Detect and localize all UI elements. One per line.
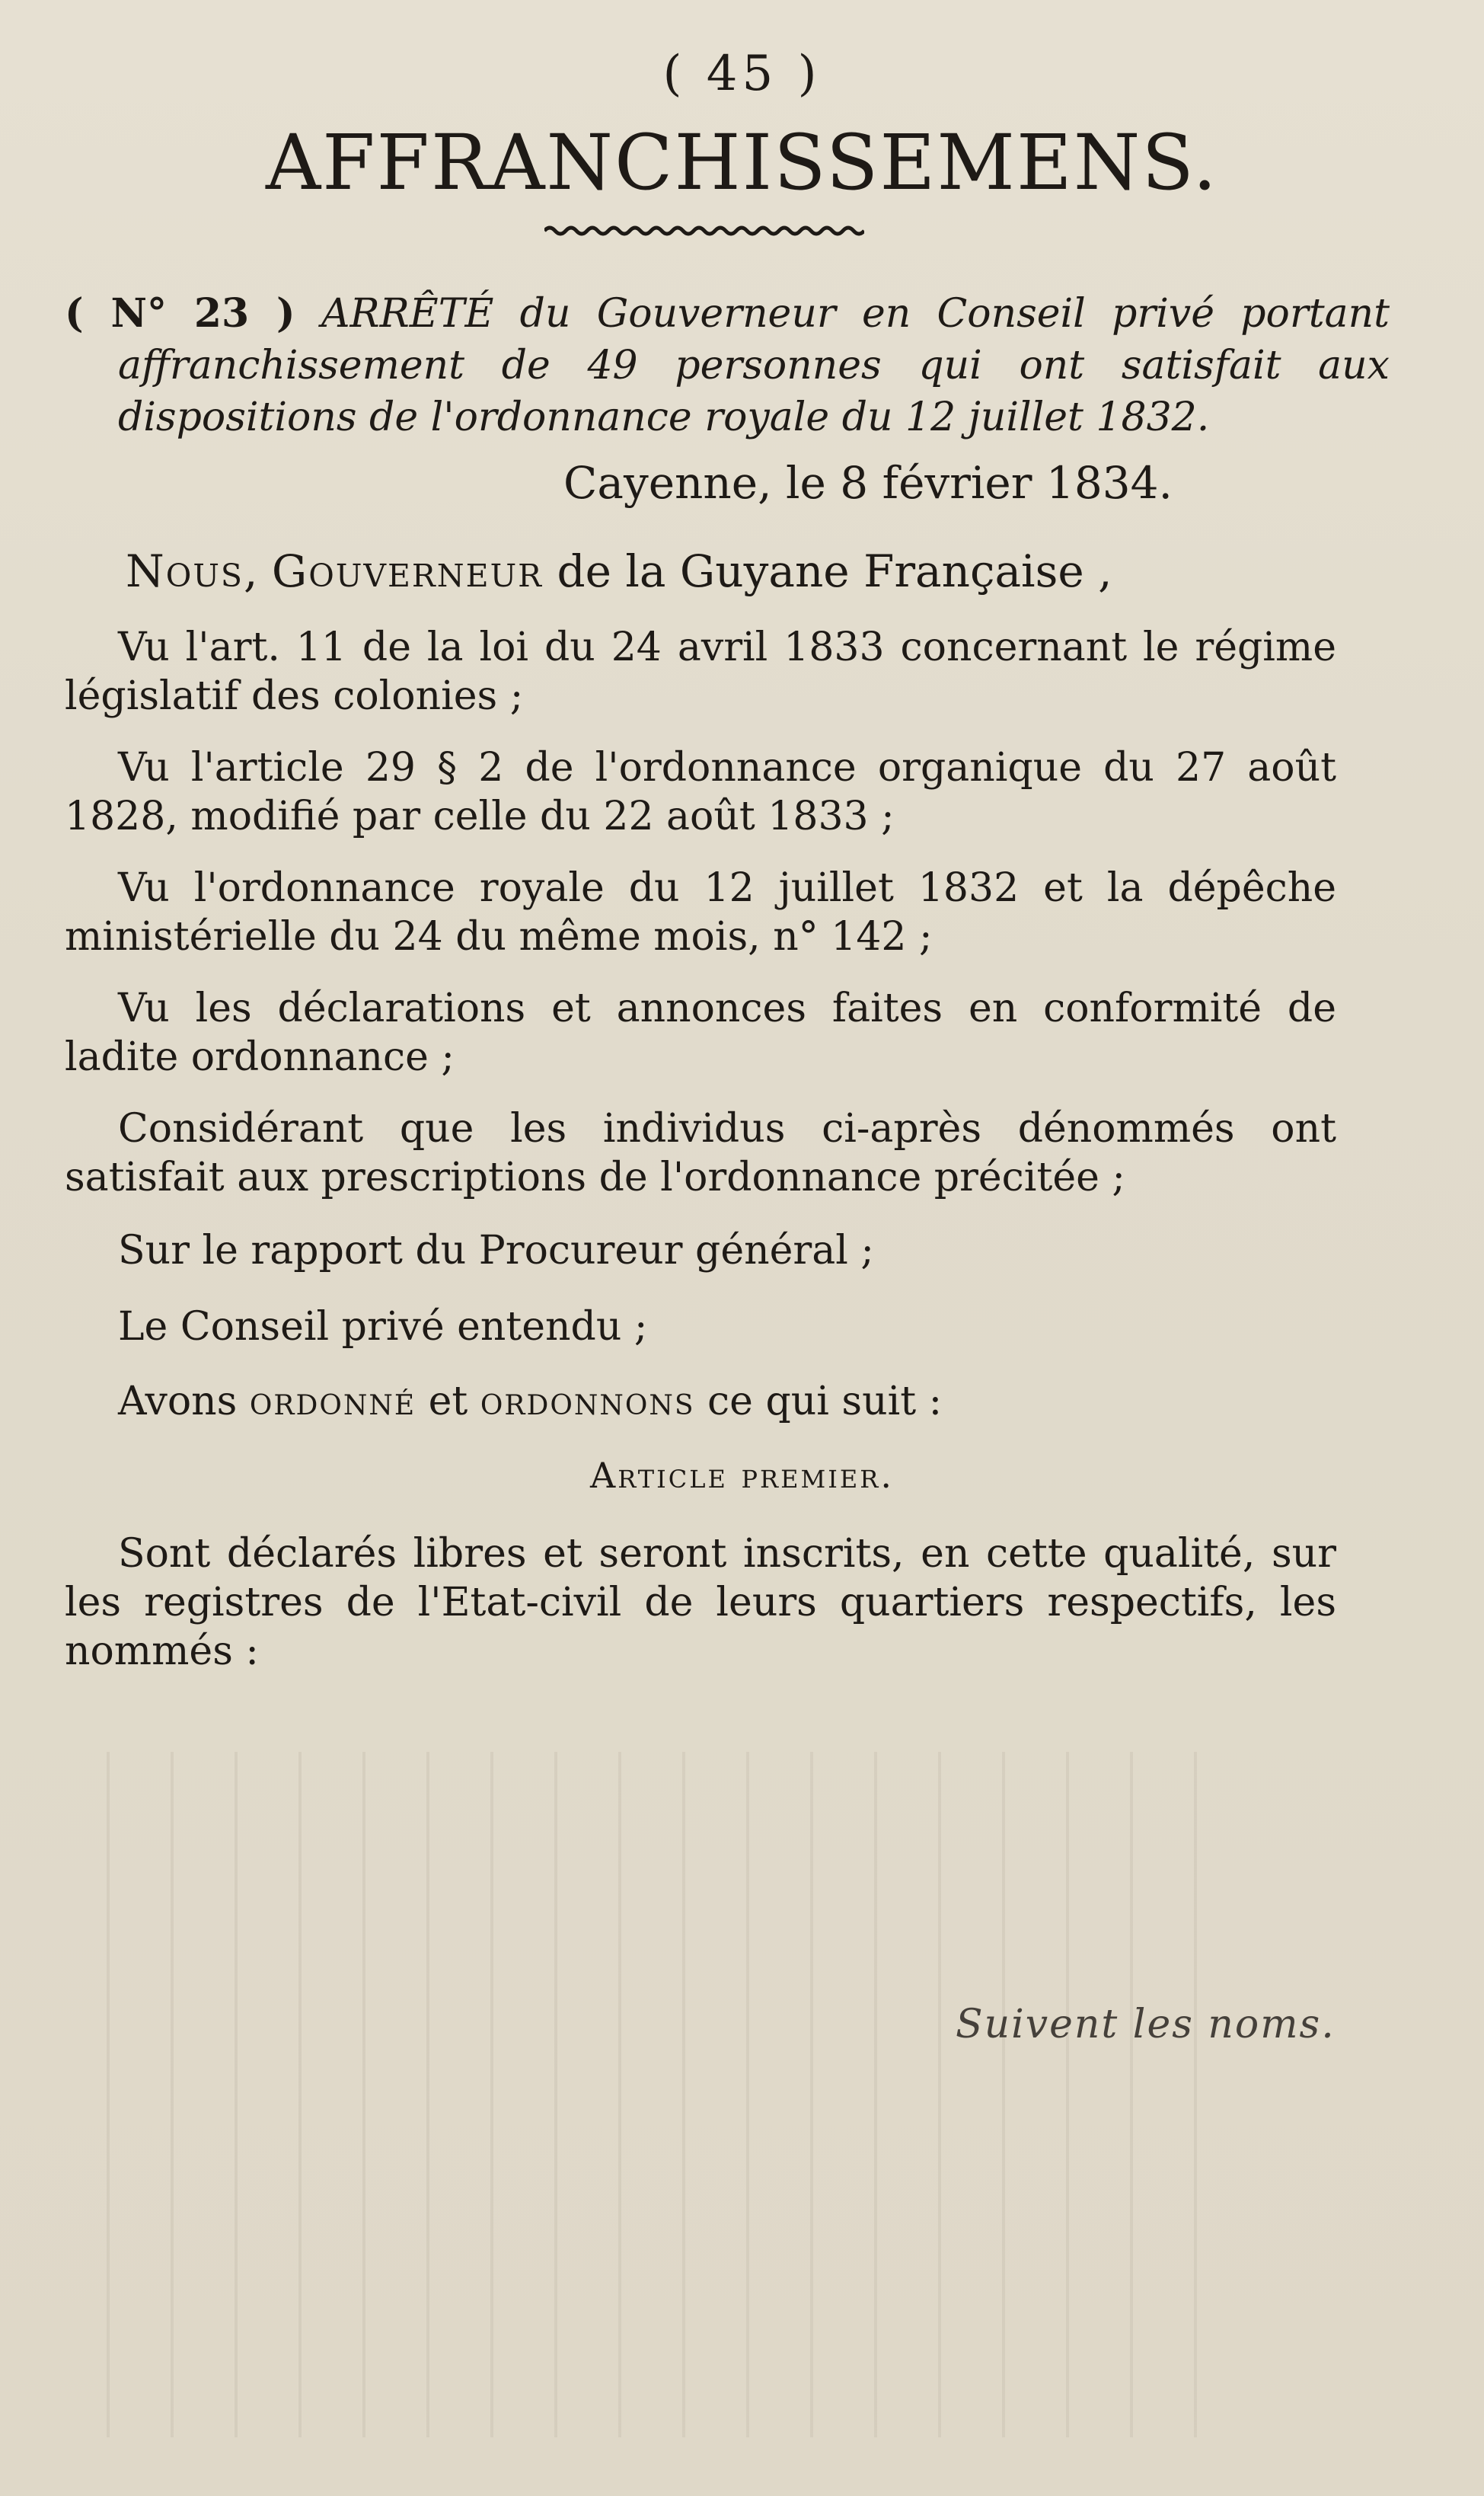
article-paragraph: Sont déclarés libres et seront inscrits, en cette qualité, sur les registres de l'Etat-civil de leurs quartiers respectifs, les nommés : [65,1531,1336,1674]
avons-ordonne-line [65,1377,1336,1426]
consideration-paragraph: Vu l'article 29 § 2 de l'ordonnance organique du 27 août 1828, modifié par celle du 22 août 1833 ; [65,745,1336,839]
consideration-paragraph: Considérant que les individus ci-après dénommés ont satisfait aux prescriptions de l'ordonnance précitée ; [65,1106,1336,1200]
arrete-description: ARRÊTÉ du Gouverneur en Conseil privé portant affranchissement de 49 personnes qui ont satisfait aux dispositions de l'ordonnance royale du 12 juillet 1832. [118,291,1390,440]
consideration-paragraph: Le Conseil privé entendu ; [118,1304,648,1350]
dateline: Cayenne, le 8 février 1834. [563,457,1173,509]
gouverneur-word: Gouverneur [271,545,544,597]
nous-word: Nous [126,545,244,597]
avons-a: Avons [118,1379,250,1424]
arrete-number: ( N° 23 ) [65,290,295,337]
consideration-paragraph: Vu les déclarations et annonces faites en conformité de ladite ordonnance ; [65,986,1336,1080]
avons-et: et [416,1379,480,1424]
avons-ordonnons: ordonnons [480,1379,695,1424]
page-number: ( 45 ) [662,46,822,102]
wavy-rule-ornament [544,225,864,237]
avons-suit: ce qui suit : [694,1379,943,1424]
article-title: Article premier. [590,1455,894,1496]
show-through-texture [46,1752,1233,2437]
consideration-paragraph: Sur le rapport du Procureur général ; [118,1228,874,1274]
avons-ordonne: ordonné [249,1379,416,1424]
nous-rest: de la Guyane Française , [543,545,1112,597]
consideration-paragraph: Vu l'art. 11 de la loi du 24 avril 1833 concernant le régime législatif des colonies ; [65,625,1336,719]
nous-gouverneur-line [65,547,1336,596]
arrete-title [65,288,1390,443]
section-heading: AFFRANCHISSEMENS. [265,118,1219,207]
footer-note: Suivent les noms. [956,2002,1336,2047]
consideration-paragraph: Vu l'ordonnance royale du 12 juillet 1832 et la dépêche ministérielle du 24 du même mois, n° 142 ; [65,865,1336,960]
nous-sep: , [244,545,272,597]
